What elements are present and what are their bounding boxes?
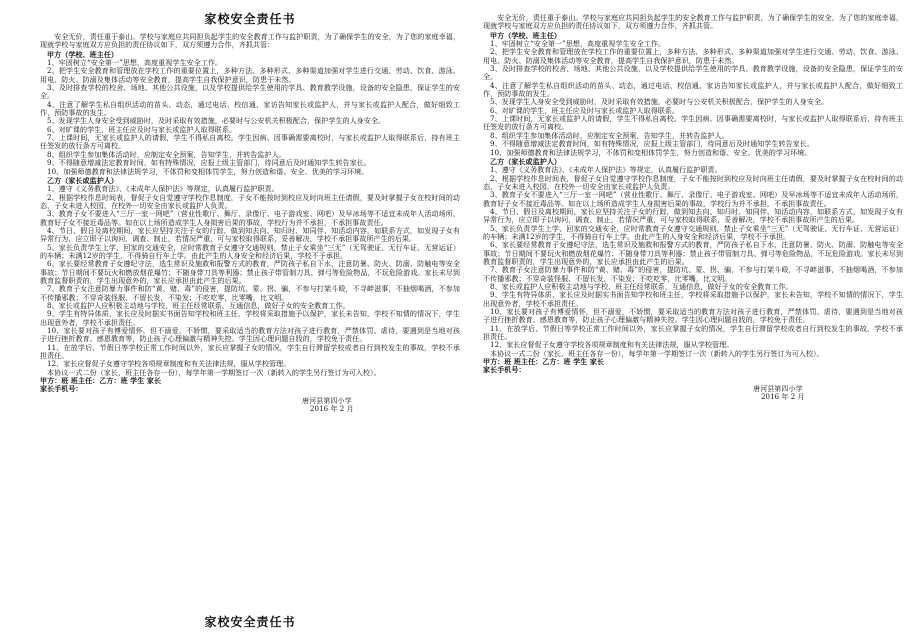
party-a-item: 2、把学生安全教育和管理放在学校工作的重要位置上，多种方法、多种形式、多种渠道加强对学生进行交通、劳动、饮食、游泳、用电、防火、防溺及集体活动等安全教育，提高学生自我保护意识，防患于未然。: [483, 47, 903, 65]
party-b-item: 12、家长应督促子女遵守学校各项规章制度和有关法律法规，服从学校管理。: [490, 340, 734, 350]
sign-party-b: 乙方：班 学生 家长: [542, 357, 605, 367]
sign-party-a: 甲方：班 班主任：: [483, 357, 543, 367]
party-b-item: 12、家长应督促子女遵守学校各项规章制度和有关法律法规，服从学校管理。: [47, 359, 291, 369]
party-b-item: 7、教育子女注意防暴力事件和防“黄、赌、毒”的侵害，提防坑、蒙、拐、骗，不参与打架斗殴，不寻衅滋事，不抽烟喝酒，不参加不传播邪教；不穿奇装怪服、不留长发，不染发；不吃吃零，比零嘴，比文明。: [40, 284, 460, 302]
right-agreement-column: [483, 14, 903, 401]
closing-paragraph: 本协议一式二份（家长、班主任各存一份），每学年第一学期签订一次（新转入的学生另行签订为可入校）。: [47, 367, 381, 377]
footer-document-title: 家校安全责任书: [204, 615, 296, 629]
party-b-item: 6、家长要经常教育子女遵纪守法，选生常识及施救和报警方式的教育，严防孩子私自下水，注意防暑、防火、防溺、防触电等安全事故；节日期间不要玩火和燃放烟花爆竹；不随身带刀具等利器；禁止孩子带管制刀具、弹弓等危险物品，不玩危险游戏。家长未尽到教育监督职责的，学生出现意外的，家长应承担由此产生的后果。: [40, 259, 460, 285]
party-b-heading: 乙方（家长或监护人）: [490, 156, 562, 166]
party-b-item: 11、在放学后、节假日等学校正常工作时间以外，家长应掌握子女的情况，学生自行滞留学校或者自行到校发生的事故，学校不承担责任。: [483, 323, 903, 342]
party-b-item: 3、教育子女不要进入“三厅一室一网吧”（营业性歌厅、舞厅、录像厅、电子游戏室、网吧）及早冰场等不适宜未成年人活动场所，教育好子女不接近毒品等。如在以上场所造成学生人身损害后果的事故，学校行为并不承担，不承担事故责任。: [483, 190, 903, 208]
party-b-item: 2、根据学校作息时间表，督促子女自觉遵守学校作息制度，子女不能按时到校应及时向班主任请假，要及时掌握子女在校时间的动态，子女未进入校园，在校外一切安全由家长或监护人负责。: [40, 192, 460, 210]
sign-party-b: 乙方：班 学生 家长: [99, 376, 162, 386]
left-agreement-column: [40, 12, 460, 413]
party-a-item: 7、上课时间，无家长或监护人的请假，学生不得私自离校。学生因病、因事确需要离校时，与家长或监护人取得联系后，持有班主任签发的放行条方可离校。: [483, 114, 903, 132]
party-b-item: 10、家长要对孩子有博爱情怀，但不溺爱，不娇惯，要采取适当的教育方法对孩子进行教育，严禁体罚、虐待，要遇到是当地对孩子进行挫折教育、感恩教育等，防止孩子心理偏激与精神失控。学生因心理问题自戕的，学校免于责任。: [483, 307, 903, 325]
parent-phone-label: 家长手机号：: [483, 365, 526, 375]
party-a-item: 4、注意了解学生私自组织活动的苗头、动态，通过电话、校信通、家访告知家长或监护人，并与家长或监护人配合，做好细致工作，预防事故的发生。: [40, 99, 460, 118]
party-b-item: 8、家长或监护人应积极主动地与学校、班主任经常联系，互通信息，做好子女的安全教育工作。: [490, 282, 793, 291]
party-a-item: 3、及时排查学校的校舍、场地、其他公共设施，以及学校提供给学生使用的学具、教育教学设施，设备的安全隐患，保证学生的安全。: [483, 64, 903, 82]
party-b-item: 5、家长负责学生上学、回家的交通安全，应时常教育子女遵守交通规则，禁止子女乘坐“三无”（无驾驶证、无行车证、无营运证）的车辆；未满12岁的学生，不得骑自行车上学。由此产生的人身安全和经济后果，学校不予承担。: [40, 242, 460, 260]
party-a-item: 2、把学生安全教育和管理放在学校工作的重要位置上，多种方法、多种形式、多种渠道加强对学生进行交通、劳动、饮食、游泳、用电、防火、防溺及集体活动等安全教育，提高学生自我保护意识，防患于未然。: [40, 66, 460, 84]
party-a-item: 1、牢固树立“安全第一”思想，高度重视学生安全工作。: [47, 58, 223, 68]
party-a-item: 7、上课时间，无家长或监护人的请假，学生不得私自离校。学生因病、因事确需要离校时，与家长或监护人取得联系后，持有班主任签发的放行条方可离校。: [40, 133, 460, 151]
party-a-heading: 甲方（学校、班主任）: [47, 49, 119, 59]
party-b-item: 1、遵守《义务教育法》、《未成年人保护法》等规定，认真履行监护职责。: [490, 165, 722, 175]
party-b-item: 8、家长或监护人应积极主动地与学校、班主任经常联系，互通信息，做好子女的安全教育工作。: [47, 301, 350, 310]
party-b-heading: 乙方（家长或监护人）: [47, 175, 119, 185]
school-name: 唐河县第四小学: [302, 395, 352, 405]
party-a-item: 9、不得随意增减法定教育时间，如有特殊情况，应报上级主管部门，待同意后及时通知学生转告家长。: [47, 158, 371, 168]
document-title: 家校安全责任书: [204, 12, 296, 26]
party-a-item: 10、加强师德教育和法律法规学习，不体罚和变相体罚学生，努力创造和谐、安全、优美的学习环境。: [490, 147, 812, 157]
party-b-item: 4、节日、假日及离校期间，家长应坚持关注子女的行踪，做到知去向、知归时、知同伴、知活动内容，如联系方式，如发现子女有异常行为，应立即子以询问，调查、制止，若情况严重，可与家校取得联系，妥善解决，学校不承担事故所产生的后果。: [483, 206, 903, 225]
party-b-item: 11、在放学后、节假日等学校正常工作时间以外，家长应掌握子女的情况，学生自行滞留学校或者自行到校发生的事故，学校不承担责任。: [40, 342, 460, 361]
party-b-item: 6、家长要经常教育子女遵纪守法，选生常识及施救和报警方式的教育，严防孩子私自下水，注意防暑、防火、防溺、防触电等安全事故；节日期间不要玩火和燃放烟花爆竹；不随身带刀具等利器；禁止孩子带管制刀具、弹弓等危险物品，不玩危险游戏。家长未尽到教育监督职责的，学生出现意外的，家长应承担由此产生的后果。: [483, 240, 903, 266]
party-b-item: 1、遵守《义务教育法》、《未成年人保护法》等规定，认真履行监护职责。: [47, 184, 279, 194]
party-b-item: 7、教育子女注意防暴力事件和防“黄、赌、毒”的侵害，提防坑、蒙、拐、骗，不参与打架斗殴，不寻衅滋事，不抽烟喝酒，不参加不传播邪教；不穿奇装怪服、不留长发，不染发；不吃吃零，比零嘴，比文明。: [483, 265, 903, 283]
party-b-item: 10、家长要对孩子有博爱情怀，但不溺爱，不娇惯，要采取适当的教育方法对孩子进行教育，严禁体罚、虐待，要遇到是当地对孩子进行挫折教育、感恩教育等，防止孩子心理偏激与精神失控。学生因心理问题自戕的，学校免于责任。: [40, 326, 460, 344]
intro-paragraph: 安全无价，责任重于泰山。学校与家庭应共同担负起学生的安全教育工作与监护职责，为了确保学生的安全，为了您的家庭幸福，现就学校与家庭双方应负担的责任协议如下，双方须遵力合作，齐抓共管。: [483, 13, 903, 31]
document-date: 2016 年 2 月: [761, 392, 805, 402]
party-a-heading: 甲方（学校、班主任）: [490, 30, 562, 40]
closing-paragraph: 本协议一式二份（家长、班主任各存一份），每学年第一学期签订一次（新转入的学生另行签订为可入校）。: [490, 348, 824, 358]
party-a-item: 5、发现学生人身安全受到威胁时，及时采取有效措施，必要时与公安机关积极配合，保护学生的人身安全。: [47, 116, 386, 126]
party-b-item: 9、学生有特异体质，家长应及时据实书面告知学校和班主任，学校将采取措施予以保护，家长未告知，学校不知情的情况下，学生出现意外者，学校不承担责任。: [483, 290, 903, 308]
intro-paragraph: 安全无价，责任重于泰山。学校与家庭应共同担负起学生的安全教育工作与监护职责，为了确保学生的安全，为了您的家庭幸福，现就学校与家庭双方应负担的责任协议如下，双方须遵力合作，齐抓共管：: [40, 32, 460, 50]
party-a-item: 6、对旷课的学生，班主任应及时与家长或监护人取得联系。: [490, 105, 680, 115]
party-a-item: 5、发现学生人身安全受到威胁时，及时采取有效措施，必要时与公安机关积极配合，保护学生的人身安全。: [490, 97, 829, 107]
party-b-item: 4、节日、假日及离校期间，家长应坚持关注子女的行踪，做到知去向、知归时、知同伴、知活动内容，如联系方式，如发现子女有异常行为，应立即子以询问，调查、制止，若情况严重，可与家校取得联系，妥善解决，学校不承担事故所产生的后果。: [40, 225, 460, 244]
signature-line: [40, 377, 460, 385]
party-a-item: 1、牢固树立“安全第一”思想，高度重视学生安全工作。: [490, 39, 666, 49]
school-name: 唐河县第四小学: [753, 383, 803, 393]
party-a-item: 4、注意了解学生私自组织活动的苗头、动态，通过电话、校信通、家访告知家长或监护人，并与家长或监护人配合，做好细致工作，预防事故的发生。: [483, 80, 903, 99]
party-b-item: 3、教育子女不要进入“三厅一室一网吧”（营业性歌厅、舞厅、录像厅、电子游戏室、网吧）及早冰场等不适宜未成年人活动场所，教育好子女不接近毒品等。如在以上场所造成学生人身损害后果的事故，学校行为并不承担，不承担事故责任。: [40, 209, 460, 227]
party-a-item: 10、加强师德教育和法律法规学习，不体罚和变相体罚学生，努力创造和谐、安全、优美的学习环境。: [47, 166, 369, 176]
parent-phone-label: 家长手机号：: [40, 384, 83, 394]
party-b-item: 9、学生有特异体质，家长应及时据实书面告知学校和班主任，学校将采取措施予以保护，家长未告知，学校不知情的情况下，学生出现意外者，学校不承担责任。: [40, 309, 460, 327]
sign-party-a: 甲方：班 班主任：: [40, 376, 100, 386]
party-b-item: 5、家长负责学生上学、回家的交通安全，应时常教育子女遵守交通规则，禁止子女乘坐“三无”（无驾驶证、无行车证、无营运证）的车辆；未满12岁的学生，不得骑自行车上学。由此产生的人身安全和经济后果，学校不予承担。: [483, 223, 903, 241]
signature-line: [483, 358, 903, 366]
party-a-item: 8、组织学生参加集体活动时，应制定安全预案，告知学生，并转告监护人。: [490, 130, 729, 140]
party-a-item: 8、组织学生参加集体活动时，应制定安全预案，告知学生，并转告监护人。: [47, 149, 286, 159]
party-a-item: 9、不得随意增减法定教育时间，如有特殊情况，应报上级主管部门，待同意后及时通知学生转告家长。: [490, 139, 814, 149]
party-a-item: 3、及时排查学校的校舍、场地、其他公共设施，以及学校提供给学生使用的学具、教育教学设施，设备的安全隐患，保证学生的安全。: [40, 83, 460, 101]
party-b-item: 2、根据学校作息时间表，督促子女自觉遵守学校作息制度，子女不能按时到校应及时向班主任请假，要及时掌握子女在校时间的动态，子女未进入校园，在校外一切安全由家长或监护人负责。: [483, 173, 903, 191]
document-date: 2016 年 2 月: [310, 404, 354, 414]
party-a-item: 6、对旷课的学生，班主任应及时与家长或监护人取得联系。: [47, 124, 237, 134]
